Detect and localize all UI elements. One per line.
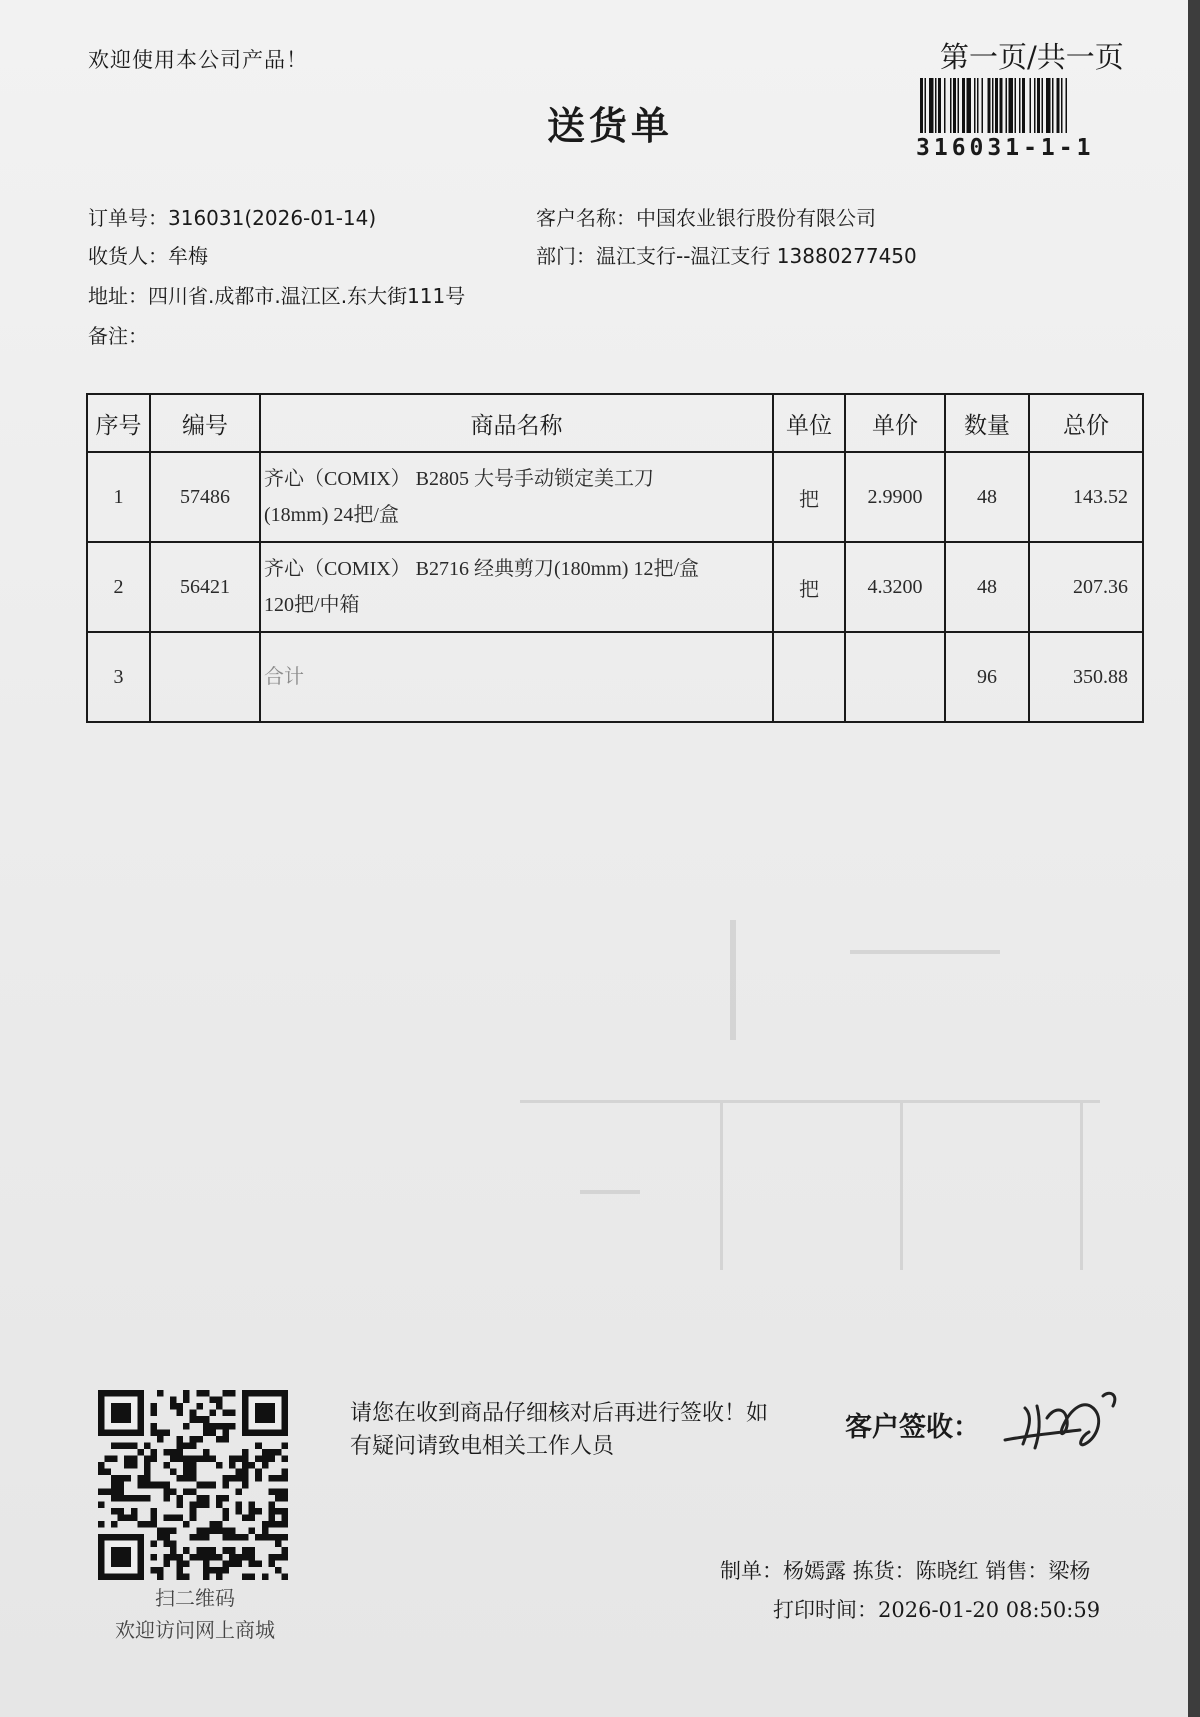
welcome-text: 欢迎使用本公司产品！ (88, 48, 308, 72)
department: 部门：温江支行--温江支行 13880277450 (536, 244, 917, 268)
col-header-unit: 单位 (773, 394, 845, 452)
cell-code (150, 632, 260, 722)
customer-name: 客户名称：中国农业银行股份有限公司 (536, 206, 876, 230)
col-header-seq: 序号 (87, 394, 150, 452)
cell-qty-total: 96 (945, 632, 1029, 722)
barcode-number: 316031-1-1 (916, 135, 1095, 161)
remarks-label: 备注： (88, 324, 148, 348)
cell-total: 143.52 (1029, 452, 1143, 542)
qr-caption-scan: 扫二维码 (155, 1586, 235, 1610)
page-indicator: 第一页/共一页 (940, 40, 1124, 74)
cell-qty: 48 (945, 452, 1029, 542)
cell-unit: 把 (773, 542, 845, 632)
col-header-code: 编号 (150, 394, 260, 452)
cell-price: 2.9900 (845, 452, 945, 542)
delivery-address: 地址：四川省.成都市.温江区.东大街111号 (88, 284, 466, 308)
cell-name-line1: 齐心（COMIX） B2805 大号手动锁定美工刀 (264, 468, 655, 490)
cell-grand-total: 350.88 (1029, 632, 1143, 722)
cell-name (260, 542, 773, 632)
cell-name-line2: (18mm) 24把/盒 (264, 504, 399, 526)
col-header-price: 单价 (845, 394, 945, 452)
customer-signature-label: 客户签收： (845, 1412, 980, 1443)
print-time: 打印时间：2026-01-20 08:50:59 (773, 1598, 1101, 1622)
table-summary-row (87, 632, 1143, 722)
cell-seq: 2 (87, 542, 150, 632)
order-number: 订单号：316031(2026-01-14) (88, 206, 377, 230)
cell-price (845, 632, 945, 722)
cell-unit (773, 632, 845, 722)
table-header-row (87, 394, 1143, 452)
verification-notice: 请您在收到商品仔细核对后再进行签收！如有疑问请致电相关工作人员 (350, 1401, 769, 1459)
cell-seq: 3 (87, 632, 150, 722)
cell-summary-label: 合计 (260, 632, 773, 722)
staff-line: 制单：杨嫣露 拣货：陈晓红 销售：梁杨 (720, 1559, 1091, 1583)
cell-code: 57486 (150, 452, 260, 542)
qr-code-graphic (98, 1390, 288, 1580)
customer-signature (985, 1378, 1135, 1468)
cell-unit: 把 (773, 452, 845, 542)
goods-table (86, 393, 1144, 723)
cell-name-line2: 120把/中箱 (264, 594, 360, 616)
table-row (87, 452, 1143, 542)
col-header-name: 商品名称 (260, 394, 773, 452)
document-title: 送货单 (546, 104, 673, 148)
receiver-name: 收货人：牟梅 (88, 244, 208, 268)
cell-seq: 1 (87, 452, 150, 542)
cell-price: 4.3200 (845, 542, 945, 632)
barcode-graphic (920, 78, 1127, 133)
table-row (87, 542, 1143, 632)
cell-code: 56421 (150, 542, 260, 632)
col-header-total: 总价 (1029, 394, 1143, 452)
bleed-through-marks (480, 860, 1120, 1280)
qr-caption-mall: 欢迎访问网上商城 (115, 1618, 275, 1642)
page-edge-shadow (1188, 0, 1200, 1717)
cell-qty: 48 (945, 542, 1029, 632)
cell-total: 207.36 (1029, 542, 1143, 632)
cell-name (260, 452, 773, 542)
cell-name-line1: 齐心（COMIX） B2716 经典剪刀(180mm) 12把/盒 (264, 558, 699, 580)
col-header-qty: 数量 (945, 394, 1029, 452)
